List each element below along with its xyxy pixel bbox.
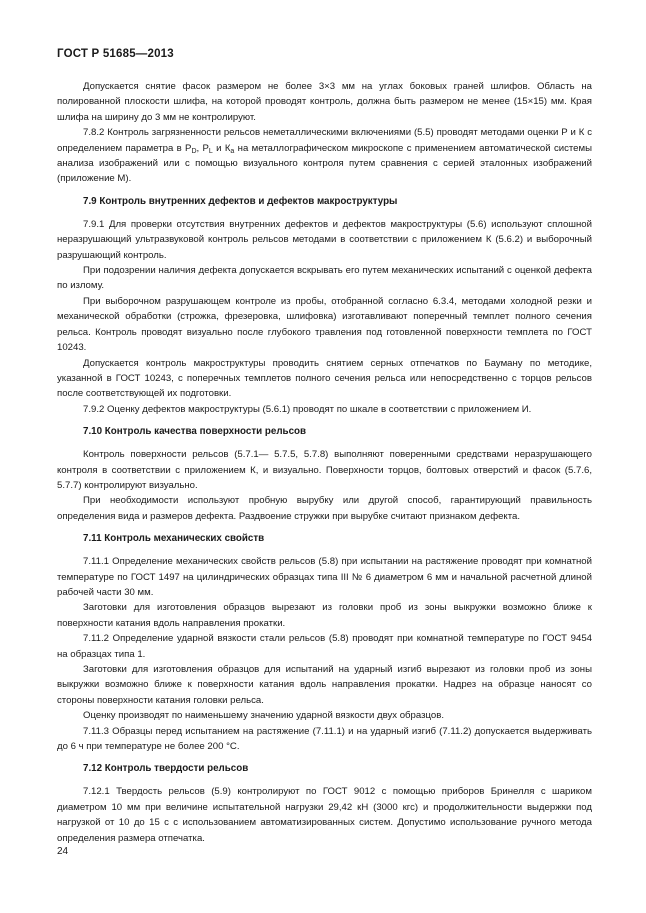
document-header: ГОСТ Р 51685—2013 — [57, 48, 174, 60]
paragraph: При необходимости используют пробную вырубку или другой способ, гарантирующий правильность определения вида и размеров дефекта. Раздвоение стружки при вырубке считают признаком дефекта. — [57, 495, 592, 522]
paragraph: Допускается контроль макроструктуры проводить снятием серных отпечатков по Бауману по методике, указанной в ГОСТ 10243, с поперечных темплетов полного сечения рельса или непосредственно с торцов рельсов после соответствующей их подготовки. — [57, 357, 592, 400]
paragraph: 7.11.1 Определение механических свойств рельсов (5.8) при испытании на растяжение проводят при комнатной температуре по ГОСТ 1497 на цилиндрических образцах типа III № 6 диаметром 6 мм и начальной расчетной длиной рабочей части 30 мм. — [57, 556, 592, 598]
paragraph: 7.9.1 Для проверки отсутствия внутренних дефектов и дефектов макроструктуры (5.6) используют сплошной неразрушающий ультразвуковой контроль рельсов методами в соответствии с приложением К (5.6.2) и выборочный разрушающий контроль. — [57, 218, 592, 261]
paragraph: Допускается снятие фасок размером не более 3×3 мм на углах боковых граней шлифов. Область на полированной плоскости шлифа, на которой проводят контроль, должна быть размером не менее (15×15) мм. Края шлифа на ширину до 3 мм не контролируют. — [57, 81, 592, 123]
paragraph: При выборочном разрушающем контроле из пробы, отобранной согласно 6.3.4, методами холодной резки и механической обработки (строжка, фрезеровка, шлифовка) изготавливают поперечный темплет полного сечения рельса. Контроль проводят визуально после глубокого травления под готовленной поверхности темплета по ГОСТ 10243. — [57, 295, 592, 354]
paragraph: Заготовки для изготовления образцов вырезают из головки проб из зоны выкружки возможно ближе к поверхности катания вдоль направления прокатки. — [57, 602, 592, 629]
paragraph: 7.9.2 Оценку дефектов макроструктуры (5.6.1) проводят по шкале в соответствии с приложением И. — [83, 403, 532, 415]
section-heading-7-12: 7.12 Контроль твердости рельсов — [83, 763, 249, 775]
paragraph-7-8-2: 7.8.2 Контроль загрязненности рельсов неметаллическими включениями (5.5) проводят методами оценки Р и К с определением параметра в $Р_D$, $Р_L$ и $К_a$ на металлографическом микроскопе с применением автоматической системы анализа изображений или с помощью визуального контроля путем сравнения с серией эталонных изображений (приложение М). — [57, 127, 593, 185]
paragraph: 7.11.3 Образцы перед испытанием на растяжение (7.11.1) и на ударный изгиб (7.11.2) допускается выдерживать до 6 ч при температуре не более 200 °С. — [57, 725, 592, 753]
paragraph: 7.11.2 Определение ударной вязкости стали рельсов (5.8) проводят при комнатной температуре по ГОСТ 9454 на образцах типа 1. — [57, 633, 592, 660]
paragraph: 7.12.1 Твердость рельсов (5.9) контролируют по ГОСТ 9012 с помощью приборов Бринелля с шариком диаметром 10 мм при величине испытательной нагрузки 29,42 кН (3000 кгс) и продолжительности выдержки под нагрузкой от 10 до 15 с с использованием автоматизированных систем. Допустимо использование ручного метода определения размера отпечатка. — [57, 786, 592, 844]
page-number: 24 — [57, 846, 69, 857]
paragraph: Оценку производят по наименьшему значению ударной вязкости двух образцов. — [83, 710, 444, 722]
paragraph: Заготовки для изготовления образцов для испытаний на ударный изгиб вырезают из головки проб из зоны выкружки возможно ближе к поверхности катания вдоль направления прокатки. Надрез на образце наносят со стороны поверхности катания головки рельса. — [57, 664, 592, 706]
paragraph: При подозрении наличия дефекта допускается вскрывать его путем механических испытаний с оценкой дефекта по излому. — [57, 265, 592, 292]
paragraph: Контроль поверхности рельсов (5.7.1— 5.7.5, 5.7.8) выполняют поверенными средствами неразрушающего контроля в соответствии с приложением К, и визуально. Поверхности торцов, болтовых отверстий и фасок (5.7.6, 5.7.7) контролируют визуально. — [57, 449, 592, 491]
section-heading-7-11: 7.11 Контроль механических свойств — [83, 533, 265, 545]
document-body — [57, 79, 592, 846]
section-heading-7-10: 7.10 Контроль качества поверхности рельсов — [83, 426, 307, 438]
section-heading-7-9: 7.9 Контроль внутренних дефектов и дефектов макроструктуры — [83, 195, 398, 207]
